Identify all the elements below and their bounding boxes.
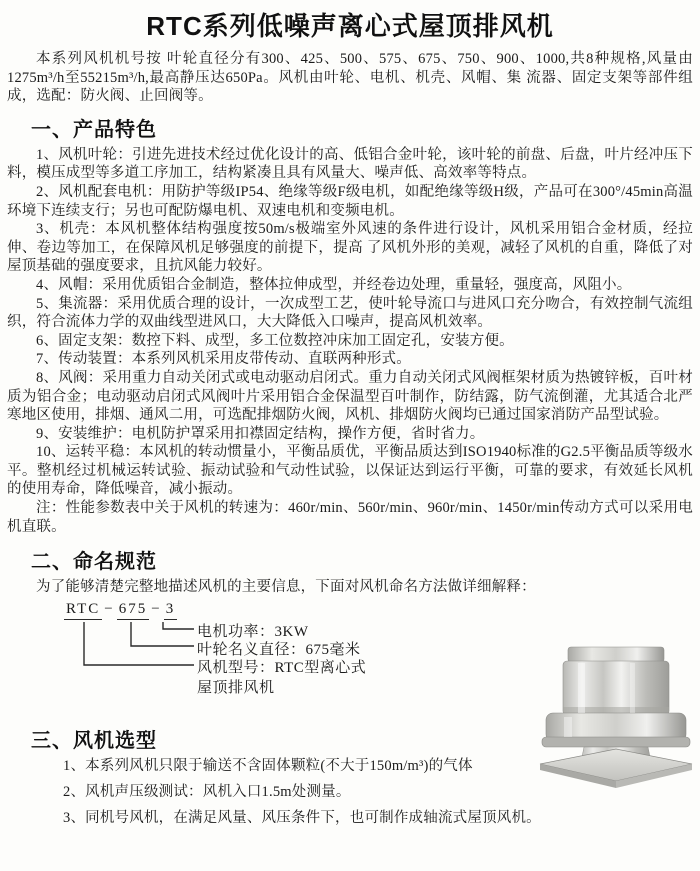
feature-item-7: 7、传动装置：本系列风机采用皮带传动、直联两种形式。 — [36, 351, 411, 368]
model-code-diameter: 675 — [117, 601, 150, 620]
section-features-heading: 一、产品特色 — [31, 118, 157, 141]
selection-item-2: 2、风机声压级测试：风机入口1.5m处测量。 — [63, 783, 351, 800]
naming-connector-lines — [7, 601, 207, 717]
features-note: 注：性能参数表中关于风机的转速为：460r/min、560r/min、960r/min、1450r/min传动方式可以采用电机直联。 — [7, 500, 693, 535]
label-fan-model-line1: 风机型号：RTC型离心式 — [197, 659, 367, 676]
feature-item-9: 9、安装维护：电机防护罩采用扣襟固定结构，操作方便，省时省力。 — [36, 425, 485, 442]
label-impeller-diameter: 叶轮名义直径：675毫米 — [197, 641, 361, 658]
section-naming-heading: 二、命名规范 — [31, 551, 157, 574]
label-fan-model-line2: 屋顶排风机 — [197, 679, 275, 696]
selection-item-1: 1、本系列风机只限于输送不含固体颗粒(不大于150m/m³)的气体 — [63, 757, 473, 774]
roof-fan-product-photo — [534, 641, 698, 791]
feature-item-2: 2、风机配套电机：用防护等级IP54、绝缘等级F级电机，如配绝缘等级H级，产品可在300°/45min高温环境下连续支行；另也可配防爆电机、双速电机和变频电机。 — [7, 183, 693, 219]
page-title: RTC系列低噪声离心式屋顶排风机 — [146, 11, 554, 41]
intro-paragraph: 本系列风机机号按 叶轮直径分有300、425、500、575、675、750、900、1000,共8种规格,风量由1275m³/h至55215m³/h,最高静压达650Pa。风机由叶轮、电机、机壳、风帽、集 流器、固定支架等部件组成，选配：防火阀、止回阀等。 — [7, 51, 693, 105]
model-code-power: 3 — [164, 601, 178, 620]
model-code-dash: − — [104, 600, 115, 617]
section-selection-heading: 三、风机选型 — [31, 729, 157, 752]
feature-item-8: 8、风阀：采用重力自动关闭式或电动驱动启闭式。重力自动关闭式风阀框架材质为热镀锌板，百叶材质为铝合金；电动驱动启闭式风阀叶片采用铝合金保温型百叶制作，防结露，防气流倒灌，尤其适合北严寒地区使用，排烟、通风二用，可选配排烟防火阀，风机、排烟防火阀均已通过国家消防产品型试验。 — [7, 369, 693, 424]
label-motor-power: 电机功率：3KW — [197, 623, 309, 640]
naming-intro: 为了能够清楚完整地描述风机的主要信息，下面对风机命名方法做详细解释： — [36, 579, 536, 596]
model-code-series: RTC — [64, 601, 102, 620]
feature-item-3: 3、机壳：本风机整体结构强度按50m/s极端室外风速的条件进行设计，风机采用铝合金材质，经拉伸、卷边等加工，在保障风机足够强度的前提下，提高 了风机外形的美观，减轻了风机的自重，降低了对屋顶基础的强度要求，且抗风能力较好。 — [7, 221, 693, 275]
feature-item-1: 1、风机叶轮：引进先进技术经过优化设计的高、低铝合金叶轮，该叶轮的前盘、后盘，叶片经冲压下料，模压成型等多道工序加工，结构紧凑且具有风量大、噪声低、高效率等特点。 — [7, 146, 693, 182]
model-code-dash: − — [151, 600, 162, 617]
feature-item-5: 5、集流器：采用优质合理的设计，一次成型工艺，使叶轮导流口与进风口充分吻合，有效控制气流组织，符合流体力学的双曲线型进风口，大大降低入口噪声，提高风机效率。 — [7, 295, 693, 331]
feature-item-6: 6、固定支架：数控下料、成型，多工位数控冲床加工固定孔，安装方便。 — [36, 332, 514, 349]
feature-item-4: 4、风帽：采用优质铝合金制造，整体拉伸成型，并经卷边处理，重量轻，强度高，风阻小。 — [36, 276, 632, 293]
feature-item-10: 10、运转平稳：本风机的转动惯量小，平衡品质优，平衡品质达到ISO1940标准的G2.5平衡品质等级水平。整机经过机械运转试验、振动试验和气动性试验，以保证达到运行平衡，可靠的要求，有效延长风机的使用寿命，降低噪音，减小振动。 — [7, 444, 693, 498]
selection-item-3: 3、同机号风机，在满足风量、风压条件下，也可制作成轴流式屋顶风机。 — [63, 810, 541, 827]
